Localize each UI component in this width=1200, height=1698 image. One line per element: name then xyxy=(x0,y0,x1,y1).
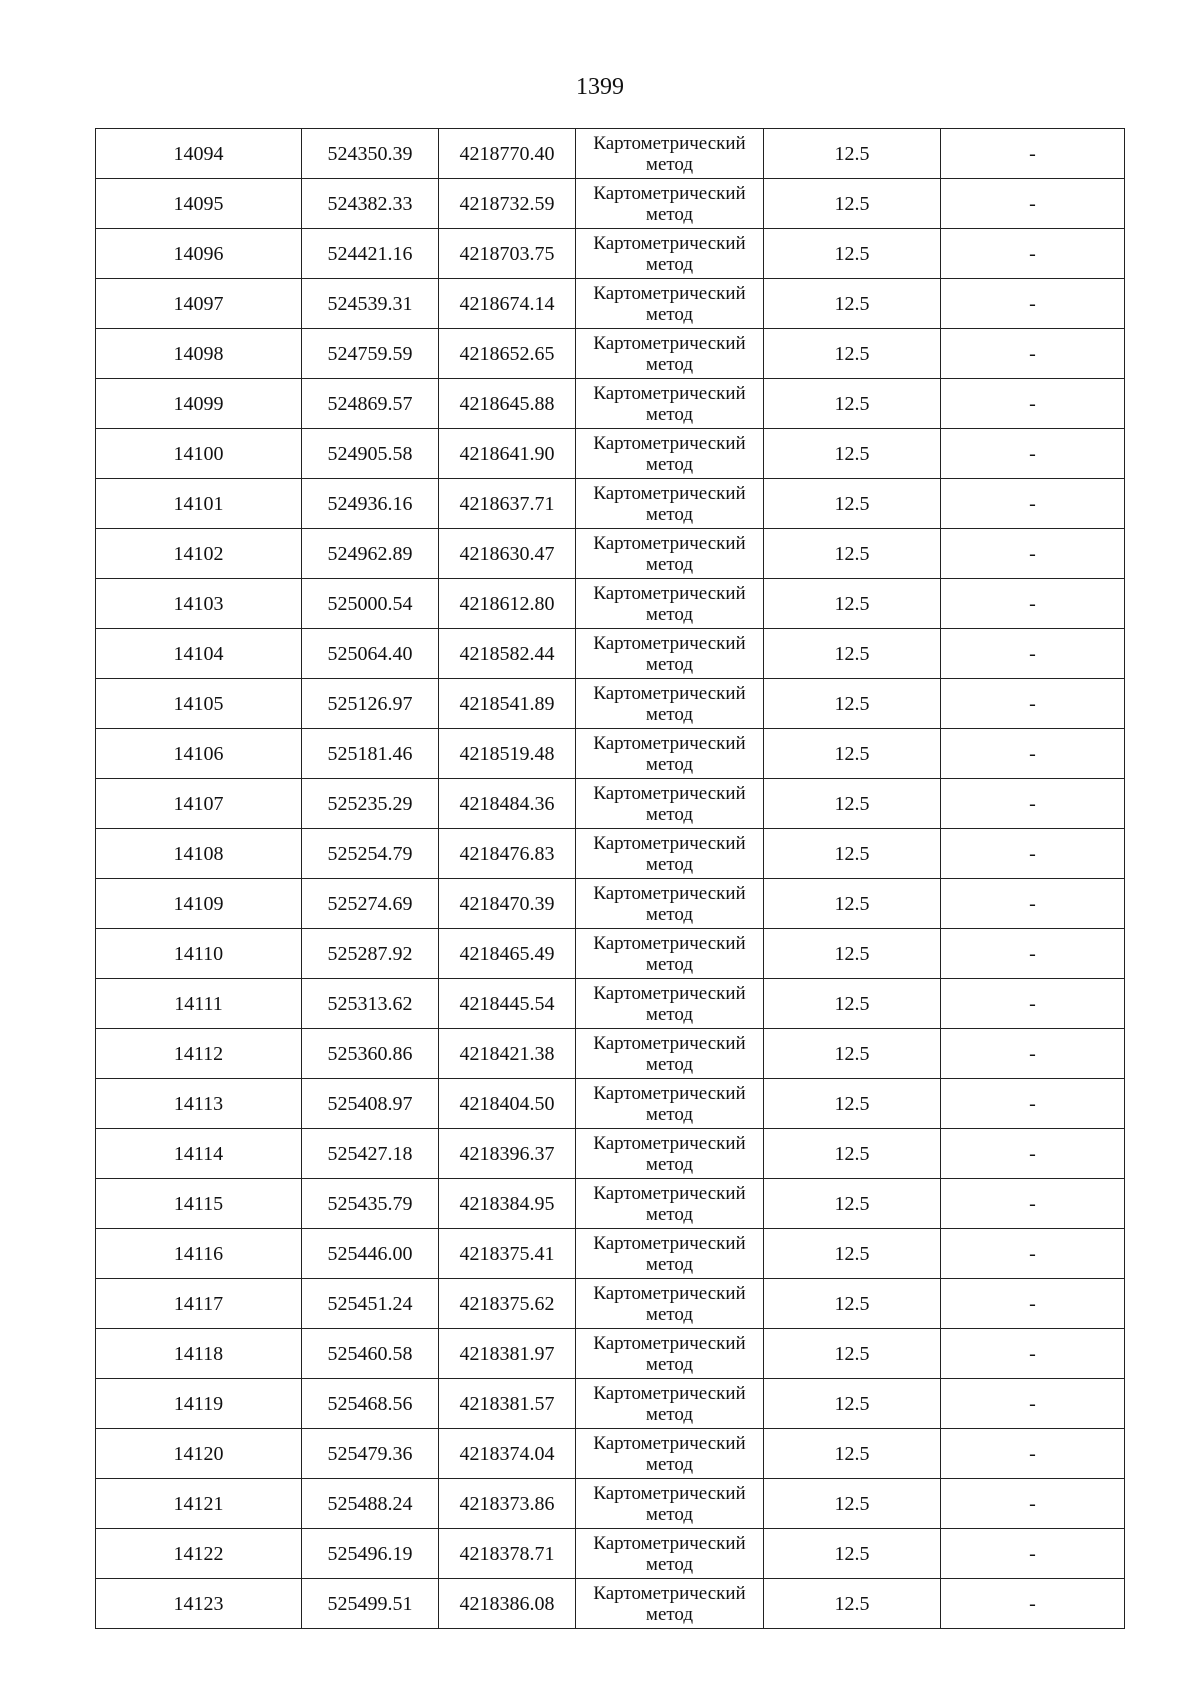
table-row xyxy=(96,1229,1125,1279)
point-id-cell: 14103 xyxy=(96,579,302,629)
note-cell: - xyxy=(941,1379,1125,1429)
table-row xyxy=(96,1079,1125,1129)
accuracy-cell: 12.5 xyxy=(764,1379,941,1429)
method-line-1: Картометрический xyxy=(593,1432,746,1454)
y-coordinate-cell: 4218421.38 xyxy=(439,1029,576,1079)
y-coordinate-cell: 4218378.71 xyxy=(439,1529,576,1579)
method-line-2: метод xyxy=(645,1153,694,1175)
note-cell: - xyxy=(941,729,1125,779)
accuracy-cell: 12.5 xyxy=(764,579,941,629)
method-line-2: метод xyxy=(645,203,694,225)
method-cell xyxy=(576,1029,764,1079)
y-coordinate-cell: 4218465.49 xyxy=(439,929,576,979)
method-line-2: метод xyxy=(645,1353,694,1375)
method-cell xyxy=(576,1229,764,1279)
point-id-cell: 14123 xyxy=(96,1579,302,1629)
point-id-cell: 14104 xyxy=(96,629,302,679)
x-coordinate-cell: 524382.33 xyxy=(302,179,439,229)
method-line-2: метод xyxy=(645,1503,694,1525)
method-line-2: метод xyxy=(645,803,694,825)
note-cell: - xyxy=(941,1279,1125,1329)
y-coordinate-cell: 4218645.88 xyxy=(439,379,576,429)
method-line-1: Картометрический xyxy=(593,882,746,904)
accuracy-cell: 12.5 xyxy=(764,1429,941,1479)
point-id-cell: 14116 xyxy=(96,1229,302,1279)
method-line-1: Картометрический xyxy=(593,1282,746,1304)
table-row xyxy=(96,179,1125,229)
method-line-1: Картометрический xyxy=(593,1382,746,1404)
method-line-1: Картометрический xyxy=(593,982,746,1004)
coordinates-table-body xyxy=(96,129,1125,1629)
y-coordinate-cell: 4218445.54 xyxy=(439,979,576,1029)
note-cell: - xyxy=(941,779,1125,829)
method-line-2: метод xyxy=(645,303,694,325)
method-line-1: Картометрический xyxy=(593,432,746,454)
note-cell: - xyxy=(941,179,1125,229)
point-id-cell: 14095 xyxy=(96,179,302,229)
table-row xyxy=(96,429,1125,479)
method-line-2: метод xyxy=(645,553,694,575)
accuracy-cell: 12.5 xyxy=(764,429,941,479)
note-cell: - xyxy=(941,679,1125,729)
accuracy-cell: 12.5 xyxy=(764,179,941,229)
method-cell xyxy=(576,679,764,729)
accuracy-cell: 12.5 xyxy=(764,629,941,679)
x-coordinate-cell: 525408.97 xyxy=(302,1079,439,1129)
note-cell: - xyxy=(941,829,1125,879)
method-line-1: Картометрический xyxy=(593,682,746,704)
point-id-cell: 14106 xyxy=(96,729,302,779)
method-cell xyxy=(576,979,764,1029)
accuracy-cell: 12.5 xyxy=(764,1479,941,1529)
table-row xyxy=(96,1179,1125,1229)
table-row xyxy=(96,1029,1125,1079)
point-id-cell: 14120 xyxy=(96,1429,302,1479)
method-line-2: метод xyxy=(645,1603,694,1625)
method-line-2: метод xyxy=(645,903,694,925)
point-id-cell: 14114 xyxy=(96,1129,302,1179)
method-cell xyxy=(576,829,764,879)
method-line-2: метод xyxy=(645,253,694,275)
table-row xyxy=(96,529,1125,579)
x-coordinate-cell: 525126.97 xyxy=(302,679,439,729)
note-cell: - xyxy=(941,1329,1125,1379)
point-id-cell: 14117 xyxy=(96,1279,302,1329)
method-line-1: Картометрический xyxy=(593,282,746,304)
method-line-2: метод xyxy=(645,1553,694,1575)
point-id-cell: 14094 xyxy=(96,129,302,179)
point-id-cell: 14098 xyxy=(96,329,302,379)
y-coordinate-cell: 4218674.14 xyxy=(439,279,576,329)
method-line-1: Картометрический xyxy=(593,532,746,554)
table-row xyxy=(96,929,1125,979)
note-cell: - xyxy=(941,979,1125,1029)
note-cell: - xyxy=(941,329,1125,379)
method-line-2: метод xyxy=(645,153,694,175)
y-coordinate-cell: 4218637.71 xyxy=(439,479,576,529)
y-coordinate-cell: 4218404.50 xyxy=(439,1079,576,1129)
point-id-cell: 14119 xyxy=(96,1379,302,1429)
accuracy-cell: 12.5 xyxy=(764,229,941,279)
method-cell xyxy=(576,929,764,979)
method-line-1: Картометрический xyxy=(593,1482,746,1504)
x-coordinate-cell: 525427.18 xyxy=(302,1129,439,1179)
method-line-2: метод xyxy=(645,703,694,725)
point-id-cell: 14122 xyxy=(96,1529,302,1579)
note-cell: - xyxy=(941,229,1125,279)
method-line-1: Картометрический xyxy=(593,482,746,504)
table-row xyxy=(96,1529,1125,1579)
method-line-1: Картометрический xyxy=(593,1532,746,1554)
x-coordinate-cell: 525488.24 xyxy=(302,1479,439,1529)
method-line-2: метод xyxy=(645,1453,694,1475)
method-line-2: метод xyxy=(645,953,694,975)
method-line-1: Картометрический xyxy=(593,382,746,404)
point-id-cell: 14100 xyxy=(96,429,302,479)
method-line-1: Картометрический xyxy=(593,582,746,604)
y-coordinate-cell: 4218373.86 xyxy=(439,1479,576,1529)
method-cell xyxy=(576,379,764,429)
accuracy-cell: 12.5 xyxy=(764,529,941,579)
y-coordinate-cell: 4218381.97 xyxy=(439,1329,576,1379)
x-coordinate-cell: 525254.79 xyxy=(302,829,439,879)
y-coordinate-cell: 4218384.95 xyxy=(439,1179,576,1229)
y-coordinate-cell: 4218732.59 xyxy=(439,179,576,229)
method-line-2: метод xyxy=(645,1053,694,1075)
y-coordinate-cell: 4218770.40 xyxy=(439,129,576,179)
x-coordinate-cell: 525235.29 xyxy=(302,779,439,829)
accuracy-cell: 12.5 xyxy=(764,1529,941,1579)
method-line-2: метод xyxy=(645,353,694,375)
method-cell xyxy=(576,1179,764,1229)
method-cell xyxy=(576,1279,764,1329)
accuracy-cell: 12.5 xyxy=(764,1579,941,1629)
accuracy-cell: 12.5 xyxy=(764,1029,941,1079)
coordinates-table xyxy=(95,128,1125,1629)
method-line-1: Картометрический xyxy=(593,1082,746,1104)
method-line-2: метод xyxy=(645,753,694,775)
method-cell xyxy=(576,429,764,479)
accuracy-cell: 12.5 xyxy=(764,379,941,429)
y-coordinate-cell: 4218470.39 xyxy=(439,879,576,929)
table-row xyxy=(96,129,1125,179)
x-coordinate-cell: 525360.86 xyxy=(302,1029,439,1079)
table-row xyxy=(96,279,1125,329)
point-id-cell: 14115 xyxy=(96,1179,302,1229)
x-coordinate-cell: 525287.92 xyxy=(302,929,439,979)
accuracy-cell: 12.5 xyxy=(764,829,941,879)
y-coordinate-cell: 4218519.48 xyxy=(439,729,576,779)
method-cell xyxy=(576,879,764,929)
note-cell: - xyxy=(941,929,1125,979)
x-coordinate-cell: 525274.69 xyxy=(302,879,439,929)
note-cell: - xyxy=(941,1479,1125,1529)
point-id-cell: 14107 xyxy=(96,779,302,829)
method-cell xyxy=(576,1479,764,1529)
note-cell: - xyxy=(941,1229,1125,1279)
y-coordinate-cell: 4218612.80 xyxy=(439,579,576,629)
y-coordinate-cell: 4218381.57 xyxy=(439,1379,576,1429)
x-coordinate-cell: 525313.62 xyxy=(302,979,439,1029)
method-cell xyxy=(576,129,764,179)
note-cell: - xyxy=(941,1529,1125,1579)
x-coordinate-cell: 525451.24 xyxy=(302,1279,439,1329)
point-id-cell: 14112 xyxy=(96,1029,302,1079)
method-line-2: метод xyxy=(645,1303,694,1325)
point-id-cell: 14121 xyxy=(96,1479,302,1529)
note-cell: - xyxy=(941,579,1125,629)
note-cell: - xyxy=(941,479,1125,529)
note-cell: - xyxy=(941,1079,1125,1129)
method-line-1: Картометрический xyxy=(593,832,746,854)
accuracy-cell: 12.5 xyxy=(764,1079,941,1129)
y-coordinate-cell: 4218484.36 xyxy=(439,779,576,829)
note-cell: - xyxy=(941,1429,1125,1479)
note-cell: - xyxy=(941,529,1125,579)
method-line-2: метод xyxy=(645,1003,694,1025)
x-coordinate-cell: 525064.40 xyxy=(302,629,439,679)
table-row xyxy=(96,1279,1125,1329)
x-coordinate-cell: 524539.31 xyxy=(302,279,439,329)
accuracy-cell: 12.5 xyxy=(764,329,941,379)
method-line-1: Картометрический xyxy=(593,1182,746,1204)
note-cell: - xyxy=(941,629,1125,679)
method-cell xyxy=(576,1529,764,1579)
accuracy-cell: 12.5 xyxy=(764,279,941,329)
table-row xyxy=(96,229,1125,279)
method-cell xyxy=(576,779,764,829)
method-line-1: Картометрический xyxy=(593,932,746,954)
method-line-2: метод xyxy=(645,1203,694,1225)
method-line-2: метод xyxy=(645,503,694,525)
x-coordinate-cell: 524869.57 xyxy=(302,379,439,429)
accuracy-cell: 12.5 xyxy=(764,1329,941,1379)
accuracy-cell: 12.5 xyxy=(764,129,941,179)
method-cell xyxy=(576,179,764,229)
method-line-1: Картометрический xyxy=(593,232,746,254)
y-coordinate-cell: 4218703.75 xyxy=(439,229,576,279)
method-line-2: метод xyxy=(645,1103,694,1125)
method-cell xyxy=(576,529,764,579)
accuracy-cell: 12.5 xyxy=(764,679,941,729)
method-cell xyxy=(576,579,764,629)
table-row xyxy=(96,1129,1125,1179)
method-line-2: метод xyxy=(645,1253,694,1275)
method-cell xyxy=(576,1129,764,1179)
note-cell: - xyxy=(941,1129,1125,1179)
method-line-1: Картометрический xyxy=(593,782,746,804)
x-coordinate-cell: 525460.58 xyxy=(302,1329,439,1379)
method-cell xyxy=(576,229,764,279)
y-coordinate-cell: 4218386.08 xyxy=(439,1579,576,1629)
x-coordinate-cell: 525181.46 xyxy=(302,729,439,779)
accuracy-cell: 12.5 xyxy=(764,979,941,1029)
y-coordinate-cell: 4218375.41 xyxy=(439,1229,576,1279)
note-cell: - xyxy=(941,879,1125,929)
note-cell: - xyxy=(941,1029,1125,1079)
table-row xyxy=(96,829,1125,879)
method-line-1: Картометрический xyxy=(593,1132,746,1154)
x-coordinate-cell: 524936.16 xyxy=(302,479,439,529)
method-line-2: метод xyxy=(645,453,694,475)
x-coordinate-cell: 525435.79 xyxy=(302,1179,439,1229)
method-cell xyxy=(576,1079,764,1129)
y-coordinate-cell: 4218541.89 xyxy=(439,679,576,729)
method-line-1: Картометрический xyxy=(593,132,746,154)
x-coordinate-cell: 525446.00 xyxy=(302,1229,439,1279)
table-row xyxy=(96,1379,1125,1429)
method-line-1: Картометрический xyxy=(593,1232,746,1254)
table-row xyxy=(96,579,1125,629)
x-coordinate-cell: 524421.16 xyxy=(302,229,439,279)
y-coordinate-cell: 4218374.04 xyxy=(439,1429,576,1479)
note-cell: - xyxy=(941,1179,1125,1229)
x-coordinate-cell: 524905.58 xyxy=(302,429,439,479)
table-row xyxy=(96,329,1125,379)
method-line-2: метод xyxy=(645,653,694,675)
method-cell xyxy=(576,1429,764,1479)
x-coordinate-cell: 524350.39 xyxy=(302,129,439,179)
point-id-cell: 14099 xyxy=(96,379,302,429)
table-row xyxy=(96,629,1125,679)
note-cell: - xyxy=(941,429,1125,479)
point-id-cell: 14108 xyxy=(96,829,302,879)
method-line-2: метод xyxy=(645,1403,694,1425)
method-cell xyxy=(576,1379,764,1429)
point-id-cell: 14096 xyxy=(96,229,302,279)
table-row xyxy=(96,479,1125,529)
method-line-1: Картометрический xyxy=(593,332,746,354)
accuracy-cell: 12.5 xyxy=(764,879,941,929)
page-number: 1399 xyxy=(576,74,624,100)
accuracy-cell: 12.5 xyxy=(764,929,941,979)
table-row xyxy=(96,679,1125,729)
note-cell: - xyxy=(941,129,1125,179)
point-id-cell: 14101 xyxy=(96,479,302,529)
point-id-cell: 14109 xyxy=(96,879,302,929)
table-row xyxy=(96,979,1125,1029)
method-cell xyxy=(576,279,764,329)
method-line-2: метод xyxy=(645,603,694,625)
method-line-1: Картометрический xyxy=(593,632,746,654)
x-coordinate-cell: 525468.56 xyxy=(302,1379,439,1429)
method-line-1: Картометрический xyxy=(593,732,746,754)
point-id-cell: 14097 xyxy=(96,279,302,329)
point-id-cell: 14105 xyxy=(96,679,302,729)
table-row xyxy=(96,1479,1125,1529)
accuracy-cell: 12.5 xyxy=(764,729,941,779)
method-cell xyxy=(576,629,764,679)
method-cell xyxy=(576,1579,764,1629)
y-coordinate-cell: 4218641.90 xyxy=(439,429,576,479)
x-coordinate-cell: 525000.54 xyxy=(302,579,439,629)
y-coordinate-cell: 4218582.44 xyxy=(439,629,576,679)
method-cell xyxy=(576,1329,764,1379)
accuracy-cell: 12.5 xyxy=(764,1279,941,1329)
y-coordinate-cell: 4218476.83 xyxy=(439,829,576,879)
accuracy-cell: 12.5 xyxy=(764,1179,941,1229)
point-id-cell: 14118 xyxy=(96,1329,302,1379)
x-coordinate-cell: 525479.36 xyxy=(302,1429,439,1479)
method-line-1: Картометрический xyxy=(593,1582,746,1604)
point-id-cell: 14102 xyxy=(96,529,302,579)
x-coordinate-cell: 525499.51 xyxy=(302,1579,439,1629)
y-coordinate-cell: 4218630.47 xyxy=(439,529,576,579)
method-cell xyxy=(576,479,764,529)
table-row xyxy=(96,779,1125,829)
method-line-1: Картометрический xyxy=(593,1032,746,1054)
accuracy-cell: 12.5 xyxy=(764,1229,941,1279)
note-cell: - xyxy=(941,1579,1125,1629)
x-coordinate-cell: 525496.19 xyxy=(302,1529,439,1579)
point-id-cell: 14110 xyxy=(96,929,302,979)
table-row xyxy=(96,1429,1125,1479)
method-line-2: метод xyxy=(645,853,694,875)
y-coordinate-cell: 4218396.37 xyxy=(439,1129,576,1179)
note-cell: - xyxy=(941,379,1125,429)
method-line-1: Картометрический xyxy=(593,1332,746,1354)
table-row xyxy=(96,729,1125,779)
method-cell xyxy=(576,729,764,779)
table-row xyxy=(96,1579,1125,1629)
y-coordinate-cell: 4218375.62 xyxy=(439,1279,576,1329)
x-coordinate-cell: 524962.89 xyxy=(302,529,439,579)
method-line-1: Картометрический xyxy=(593,182,746,204)
method-line-2: метод xyxy=(645,403,694,425)
accuracy-cell: 12.5 xyxy=(764,779,941,829)
method-cell xyxy=(576,329,764,379)
point-id-cell: 14113 xyxy=(96,1079,302,1129)
point-id-cell: 14111 xyxy=(96,979,302,1029)
x-coordinate-cell: 524759.59 xyxy=(302,329,439,379)
note-cell: - xyxy=(941,279,1125,329)
accuracy-cell: 12.5 xyxy=(764,479,941,529)
table-row xyxy=(96,879,1125,929)
accuracy-cell: 12.5 xyxy=(764,1129,941,1179)
table-row xyxy=(96,379,1125,429)
table-row xyxy=(96,1329,1125,1379)
y-coordinate-cell: 4218652.65 xyxy=(439,329,576,379)
